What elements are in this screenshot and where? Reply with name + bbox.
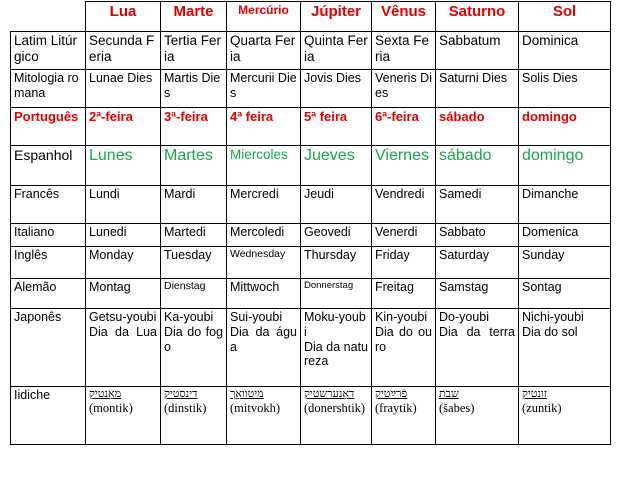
table-cell: Saturni Dies [436,70,519,108]
romaji-text: Ka-youbi [164,310,214,324]
table-cell: 5ª feira [301,108,372,146]
table-cell: Vendredi [372,186,436,224]
translation-text: Dia da água [230,324,297,354]
header-saturn: Saturno [436,2,519,32]
table-row-alemao [11,279,611,309]
table-cell: Sexta Feria [372,32,436,70]
table-cell: domingo [519,108,611,146]
table-cell: Monday [86,247,161,279]
table-cell: Lundi [86,186,161,224]
row-label: Espanhol [11,146,86,186]
table-cell [519,309,611,387]
header-corner-cell [11,2,86,32]
table-cell: Mercurii Dies [227,70,301,108]
table-cell [436,387,519,445]
table-cell [372,309,436,387]
transliteration-text: (dinstik) [164,400,207,415]
row-label: Francês [11,186,86,224]
row-label: Iidiche [11,387,86,445]
romaji-text: Nichi-youbi [522,310,584,324]
table-cell: Veneris Dies [372,70,436,108]
table-cell [161,309,227,387]
translation-text: Dia da natureza [304,339,368,369]
table-row-portugues [11,108,611,146]
table-row-mitologia [11,70,611,108]
table-cell [161,387,227,445]
table-cell: Quarta Feria [227,32,301,70]
table-row-frances [11,186,611,224]
table-cell: Mittwoch [227,279,301,309]
table-cell: Wednesday [227,247,301,279]
table-row-japones [11,309,611,387]
hebrew-script-text: דאָנערשטיק [304,388,355,400]
table-cell: Martis Dies [161,70,227,108]
table-cell [301,387,372,445]
row-label: Português [11,108,86,146]
table-cell: Martes [161,146,227,186]
transliteration-text: (mitvokh) [230,400,280,415]
table-cell: Quinta Feria [301,32,372,70]
row-label: Alemão [11,279,86,309]
transliteration-text: (šabes) [439,400,475,415]
table-cell: Donnerstag [301,279,372,309]
planet-header-row [11,2,611,32]
table-cell: Venerdi [372,224,436,247]
table-cell: Sabbato [436,224,519,247]
translation-text: Dia do ouro [375,324,432,354]
hebrew-script-text: פֿרײַטיק [375,388,408,400]
table-row-latim [11,32,611,70]
hebrew-script-text: מאָנטיק [89,388,122,400]
table-cell [227,309,301,387]
table-cell: Martedi [161,224,227,247]
table-cell: sábado [436,108,519,146]
romaji-text: Moku-youbi [304,310,366,339]
table-cell [372,387,436,445]
table-cell: Thursday [301,247,372,279]
row-label: Latim Litúrgico [11,32,86,70]
row-label: Mitologia romana [11,70,86,108]
hebrew-script-text: שבת [439,388,459,400]
table-cell: Lunedi [86,224,161,247]
table-row-italiano [11,224,611,247]
table-cell: Solis Dies [519,70,611,108]
table-cell: Samedi [436,186,519,224]
table-cell: Mercredi [227,186,301,224]
header-jupiter: Júpiter [301,2,372,32]
table-cell [519,387,611,445]
header-moon: Lua [86,2,161,32]
table-cell: Jueves [301,146,372,186]
hebrew-script-text: זונטיק [522,388,547,400]
transliteration-text: (zuntik) [522,400,562,415]
romaji-text: Kin-youbi [375,310,428,324]
translation-text: Dia da terra [439,324,515,339]
table-cell: Viernes [372,146,436,186]
table-cell: Lunes [86,146,161,186]
table-cell: 6ª-feira [372,108,436,146]
header-sun: Sol [519,2,611,32]
translation-text: Dia do fogo [164,324,223,354]
table-cell: Mercoledi [227,224,301,247]
table-cell [86,387,161,445]
table-cell: Domenica [519,224,611,247]
header-mars: Marte [161,2,227,32]
table-cell: Geovedi [301,224,372,247]
row-label: Italiano [11,224,86,247]
table-cell: Freitag [372,279,436,309]
table-cell: sábado [436,146,519,186]
table-row-espanhol [11,146,611,186]
table-cell: Sontag [519,279,611,309]
table-cell [436,309,519,387]
transliteration-text: (fraytik) [375,400,417,415]
hebrew-script-text: מיטוואָך [230,388,264,400]
header-venus: Vênus [372,2,436,32]
table-cell: Tertia Feria [161,32,227,70]
table-cell: Samstag [436,279,519,309]
row-label: Inglês [11,247,86,279]
table-cell [227,387,301,445]
table-cell [86,309,161,387]
translation-text: Dia do sol [522,324,578,339]
table-row-ingles [11,247,611,279]
table-row-iidiche [11,387,611,445]
table-cell: Friday [372,247,436,279]
romaji-text: Sui-youbi [230,310,283,324]
translation-text: Dia da Lua [89,324,157,339]
table-cell: Dienstag [161,279,227,309]
table-cell: Sunday [519,247,611,279]
table-cell: Jeudi [301,186,372,224]
table-cell: Mardi [161,186,227,224]
table-cell: 4ª feira [227,108,301,146]
table-cell: Miercoles [227,146,301,186]
hebrew-script-text: דינסטיק [164,388,198,400]
header-mercury: Mercúrio [227,2,301,32]
transliteration-text: (montik) [89,400,133,415]
table-cell: Dominica [519,32,611,70]
table-cell: domingo [519,146,611,186]
table-cell [301,309,372,387]
table-cell: Montag [86,279,161,309]
table-cell: 2ª-feira [86,108,161,146]
table-cell: Tuesday [161,247,227,279]
table-cell: 3ª-feira [161,108,227,146]
table-cell: Secunda Feria [86,32,161,70]
table-cell: Lunae Dies [86,70,161,108]
weekday-names-table [10,1,611,445]
transliteration-text: (donershtik) [304,400,366,415]
table-cell: Sabbatum [436,32,519,70]
table-cell: Dimanche [519,186,611,224]
romaji-text: Do-youbi [439,310,490,324]
row-label: Japonês [11,309,86,387]
table-cell: Jovis Dies [301,70,372,108]
romaji-text: Getsu-youbi [89,310,157,324]
table-cell: Saturday [436,247,519,279]
